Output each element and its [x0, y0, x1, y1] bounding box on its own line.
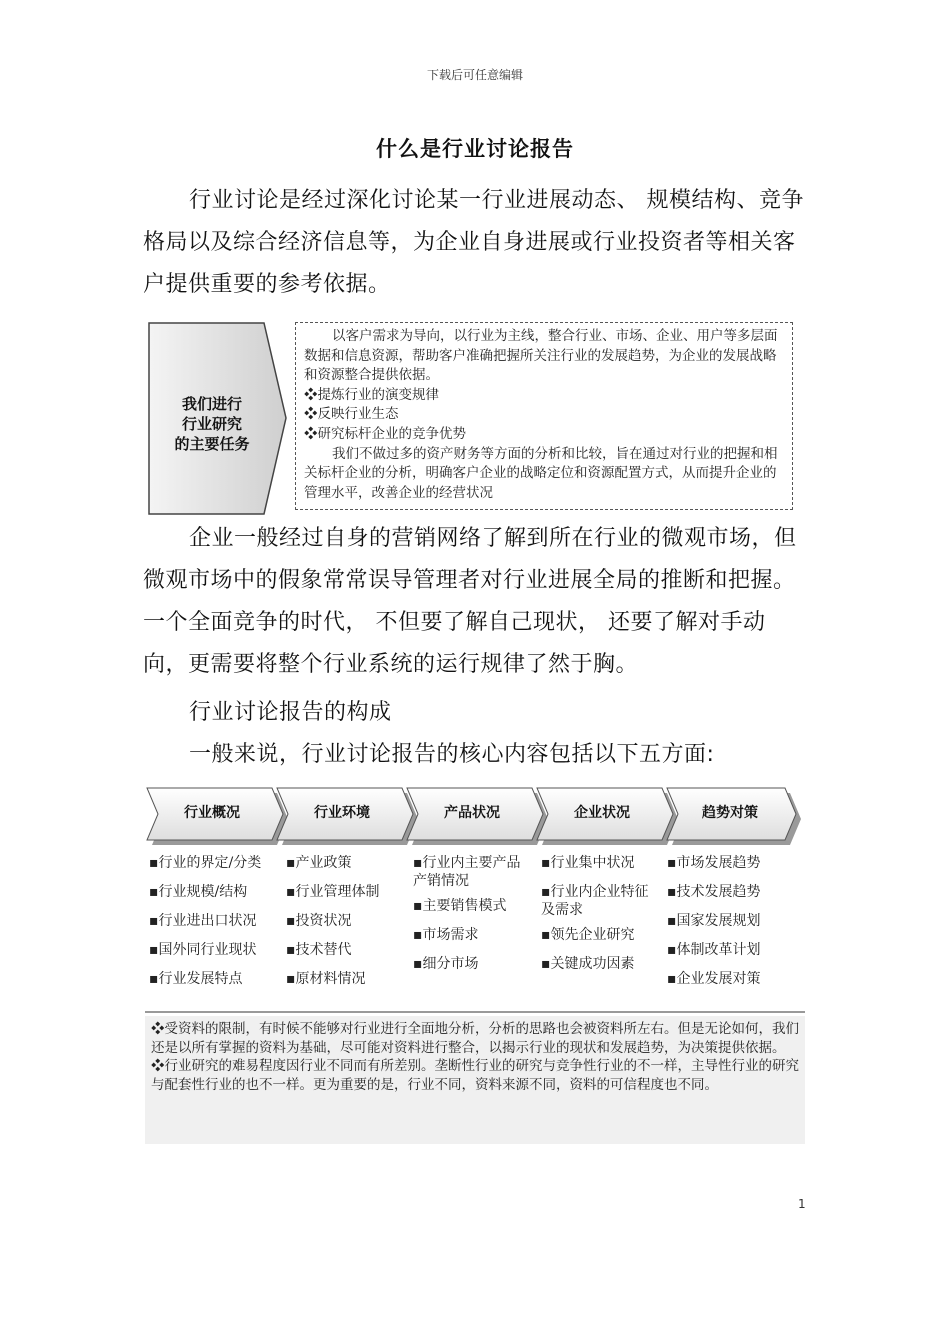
- stage-item: ▪主要销售模式: [413, 898, 507, 914]
- research-tasks-figure: [148, 320, 800, 516]
- stage-item: ▪原材料情况: [286, 971, 366, 987]
- stage-item: ▪产业政策: [286, 855, 352, 871]
- stage-label: 产品状况: [444, 805, 500, 821]
- task-arrow-label: [162, 394, 262, 454]
- stage-label: 企业状况: [574, 805, 630, 821]
- task-description-box: [295, 322, 793, 510]
- stage-items-column: [541, 854, 659, 984]
- stage-item: ▪行业管理体制: [286, 884, 380, 900]
- stage-item: ▪市场发展趋势: [667, 855, 761, 871]
- stage-item: ▪行业发展特点: [149, 971, 243, 987]
- stage-label: 行业环境: [314, 805, 370, 821]
- stage-item: ▪行业内企业特征及需求: [541, 884, 649, 918]
- stage-item: ▪国家发展规划: [667, 913, 761, 929]
- page-header: 下载后可任意编辑: [426, 68, 523, 82]
- figure-divider: [145, 1011, 805, 1013]
- market-paragraph: 企业一般经过自身的营销网络了解到所在行业的微观市场，但微观市场中的假象常常误导管理者对行业进展全局的推断和把握。一个全面竞争的时代， 不但要了解自己现状， 还要了解对手动向，更需要将整个行业系统的运行规律了然于胸。: [143, 526, 797, 677]
- stage-item: ▪行业的界定/分类: [149, 855, 262, 871]
- task-intro-text: 以客户需求为导向，以行业为主线，整合行业、市场、企业、用户等多层面数据和信息资源，帮助客户准确把握所关注行业的发展趋势，为企业的发展战略和资源整合提供依据。: [304, 328, 778, 384]
- stage-item: ▪市场需求: [413, 927, 479, 943]
- task-bullet: ❖反映行业生态: [304, 406, 399, 423]
- figure-note: ❖受资料的限制，有时候不能够对行业进行全面地分析，分析的思路也会被资料所左右。但是无论如何，我们还是以所有掌握的资料为基础，尽可能对资料进行整合，以揭示行业的现状和发展趋势，为决策提供依据。: [151, 1021, 799, 1056]
- report-components-figure: [143, 784, 808, 1144]
- stage-items-column: [286, 854, 406, 999]
- stage-item: ▪关键成功因素: [541, 956, 635, 972]
- figure-notes: [145, 1016, 805, 1144]
- stage-item: ▪技术替代: [286, 942, 352, 958]
- stage-item: ▪细分市场: [413, 956, 479, 972]
- stage-item: ▪行业进出口状况: [149, 913, 257, 929]
- section-intro: 一般来说，行业讨论报告的核心内容包括以下五方面:: [189, 742, 715, 767]
- stage-item: ▪行业集中状况: [541, 855, 635, 871]
- stage-label: 趋势对策: [702, 805, 758, 821]
- stage-item: ▪技术发展趋势: [667, 884, 761, 900]
- arrow-label-line: 的主要任务: [174, 435, 250, 453]
- task-bullet: ❖研究标杆企业的竞争优势: [304, 425, 466, 442]
- stage-item: ▪国外同行业现状: [149, 942, 257, 958]
- task-closing-text: 我们不做过多的资产财务等方面的分析和比较，旨在通过对行业的把握和相关标杆企业的分析，明确客户企业的战略定位和资源配置方式，从而提升企业的管理水平，改善企业的经营状况: [304, 445, 778, 501]
- figure-note: ❖行业研究的难易程度因行业不同而有所差别。垄断性行业的研究与竞争性行业的不一样，主导性行业的研究与配套性行业的也不一样。更为重要的是，行业不同，资料来源不同，资料的可信程度也不同。: [151, 1058, 799, 1093]
- stage-items-column: [667, 854, 807, 999]
- stage-item: ▪领先企业研究: [541, 927, 635, 943]
- task-bullet: ❖提炼行业的演变规律: [304, 386, 439, 403]
- stage-item: ▪体制改革计划: [667, 942, 761, 958]
- stage-item: ▪企业发展对策: [667, 971, 761, 987]
- stage-label: 行业概况: [184, 805, 240, 821]
- stage-items-column: [413, 854, 531, 984]
- arrow-label-line: 行业研究: [181, 415, 242, 433]
- stage-item: ▪投资状况: [286, 913, 352, 929]
- stage-item: ▪行业内主要产品产销情况: [413, 855, 521, 889]
- stage-items-column: [149, 854, 284, 999]
- section-heading: 行业讨论报告的构成: [189, 700, 392, 725]
- page-number: 1: [798, 1197, 806, 1211]
- stage-item: ▪行业规模/结构: [149, 884, 248, 900]
- document-title: 什么是行业讨论报告: [376, 137, 574, 161]
- arrow-label-line: 我们进行: [181, 395, 242, 413]
- intro-paragraph: 行业讨论是经过深化讨论某一行业进展动态、 规模结构、竞争格局以及综合经济信息等，为企业自身进展或行业投资者等相关客户提供重要的参考依据。: [143, 188, 804, 297]
